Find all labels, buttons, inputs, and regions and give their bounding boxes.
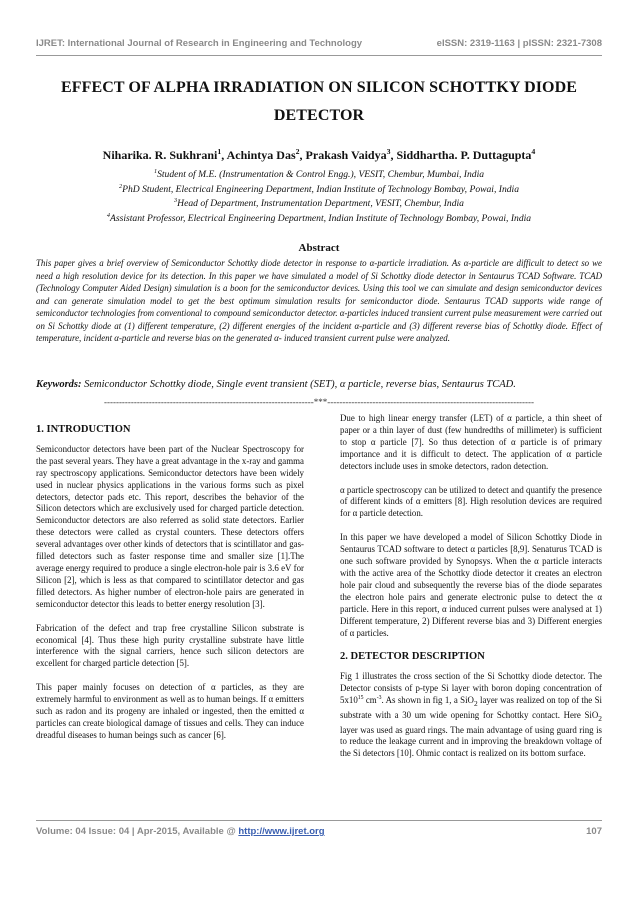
section-heading-detector-description: 2. DETECTOR DESCRIPTION xyxy=(340,651,485,663)
journal-name: IJRET: International Journal of Research in Engineering and Technology xyxy=(36,38,363,49)
author: Niharika. R. Sukhrani$^1$, xyxy=(102,147,227,162)
paragraph: Due to high linear energy transfer (LET) of α particle, a thin sheet of paper or a thin layer of dust (few hundredths of millimeter) is sufficient to stop α particle [7]. So thus detection of α particle is of primary importance and it is difficult to detect. The application of α particle detectors include uses in smoke detectors, radon detection. xyxy=(340,413,602,471)
paragraph: This paper mainly focuses on detection of α particles, as they are extremely harmful to environment as well as to human beings. If α emitters such as radon and its progeny are inhaled or ingested, then the emitted α particles can create biological damage of tissues and cells. They can induce dreadful diseases to human beings such as cancer [6]. xyxy=(36,682,304,740)
header-rule xyxy=(36,55,602,56)
keywords-label: Keywords: xyxy=(36,379,82,390)
author: Prakash Vaidya$^3$, xyxy=(305,147,397,162)
abstract-body: This paper gives a brief overview of Semiconductor Schottky diode detector in response to α-particle irradiation. As α-particle are difficult to detect so we need a high resolution device for its detection. In this paper we have simulated a model of Si Schottky diode detector in Sentaurus TCAD Software. TCAD (Technology Computer Aided Design) simulation is a boon for the semiconductor devices. Using this tool we can simulate and design semiconductor devices and can generate simulation model to get the best optimum simulation results for semiconductor diode. Sentaurus TCAD supports wide range of semiconductor technologies from conventional to compound semiconductor detector. α-particles induced transient current pulse measurement were carried out on Si Schottky diode at (1) different temperature, (2) different energies of the incident α-particle and (3) different reverse bias of Schottky diode. Effect of temperature, incident α-particle and reverse bias on the generated α- induced transient current pulse were analyzed. xyxy=(36,258,602,343)
footer-volume: Volume: 04 Issue: 04 | Apr-2015, Available @ http://www.ijret.org xyxy=(36,826,325,837)
affiliation: $^4$Assistant Professor, Electrical Engineering Department, Indian Institute of Technology Bombay, Powai, India xyxy=(106,211,532,224)
page-number: 107 xyxy=(586,826,602,837)
affiliation: $^3$Head of Department, Instrumentation Department, VESIT, Chembur, India xyxy=(174,196,464,209)
affiliation: $^2$PhD Student, Electrical Engineering Department, Indian Institute of Technology Bombay, Powai, India xyxy=(118,182,520,195)
keywords-text: Semiconductor Schottky diode, Single event transient (SET), α particle, reverse bias, Sentaurus TCAD. xyxy=(84,379,516,390)
running-header xyxy=(36,38,602,49)
author: Achintya Das$^2$, xyxy=(226,147,306,162)
journal-link[interactable]: http://www.ijret.org xyxy=(238,826,325,837)
author: Siddhartha. P. Duttagupta$^4$ xyxy=(396,147,536,162)
right-column xyxy=(340,413,602,772)
left-column xyxy=(36,424,304,754)
section-heading-introduction: 1. INTRODUCTION xyxy=(36,424,131,435)
affiliations xyxy=(36,168,602,226)
author-list xyxy=(36,148,602,163)
issn: eISSN: 2319-1163 | pISSN: 2321-7308 xyxy=(436,38,602,49)
section-separator: ----------------------------------------------------------------------***--------------------------------------------------------------------- xyxy=(103,397,535,407)
paragraph: In this paper we have developed a model of Silicon Schottky Diode in Sentaurus TCAD software to detect α particles [8,9]. Senaturus TCAD is one such software provided by Synopsys. When the α particle interacts with the active area of the Schottky diode detector it creates an electron hole pair cloud and subsequently the reverse bias of the diode separates the electron hole pairs and generate electronic pulse to detect the α particle. Here in this report, α induced current pulses were analysed at 1) Different temperature, 2) Different reverse bias and 3) Different energies of α particles. xyxy=(340,532,602,638)
paper-title: EFFECT OF ALPHA IRRADIATION ON SILICON SCHOTTKY DIODE DETECTOR xyxy=(60,79,578,124)
keywords xyxy=(36,379,602,390)
paragraph: α particle spectroscopy can be utilized to detect and quantify the presence of different kinds of α emitters [8]. High resolution devices are required for α particle detection. xyxy=(340,484,602,519)
running-footer xyxy=(36,826,602,837)
paragraph: Fabrication of the defect and trap free crystalline Silicon substrate is economical [4]. Thus these high purity crystalline substrate have little interference with the signal carriers, hence such silicon detectors are excellent for charged particle detection [5]. xyxy=(36,622,304,669)
paragraph: Fig 1 illustrates the cross section of the Si Schottky diode detector. The Detector consists of p-type Si layer with boron doping concentration of $5x10^{15}$ $cm^{-3}$. As shown in fig 1, a SiO$_2$ layer was realized on top of the Si substrate with a 30 um wide opening for Schottky contact. Here SiO$_2$ layer was used as guard rings. The main advantage of using guard ring is to reduce the leakage current and in improving the breakdown voltage of the Si detectors [10]. Ohmic contact is realized on its bottom surface. xyxy=(340,671,602,759)
paragraph: Semiconductor detectors have been part of the Nuclear Spectroscopy for the past several years. They have a great advantage in the x-ray and gamma ray spectroscopy applications. Semiconductor detectors have been widely used in nuclear physics applications in the various forms such as pixel detectors, detector pads etc. This report, describes the behavior of the Silicon detectors which are exclusively used for charged particle detection. Semiconductor detectors are also referred as solid state detectors. Earlier these detectors were called as crystal counters. These detectors offers several advantages over other kinds of detectors that is scintillator and gas-filled detectors such as faster response time and smaller size [1].The average energy required to produce a single electron-hole pair is 3.6 eV for Silicon [2], which is less as that compared to scintillator detector and gas filled detectors. As higher number of electron-hole pairs are generated in semiconductor detector this leads to better energy resolution [3]. xyxy=(36,443,304,609)
abstract-heading: Abstract xyxy=(298,242,340,254)
footer-rule xyxy=(36,820,602,821)
affiliation: $^1$Student of M.E. (Instrumentation & Control Engg.), VESIT, Chembur, Mumbai, India xyxy=(153,167,485,180)
